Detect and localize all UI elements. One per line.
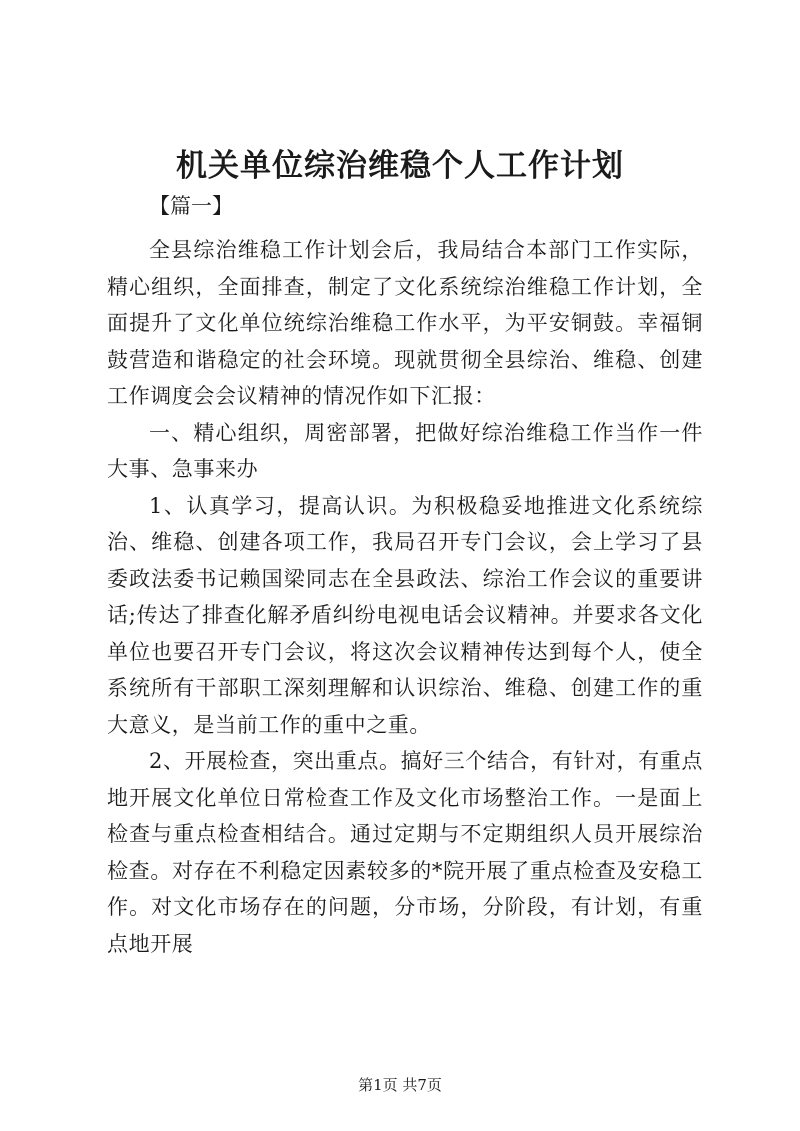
document-title: 机关单位综治维稳个人工作计划: [176, 148, 624, 184]
paragraph: 一、精心组织，周密部署，把做好综治维稳工作当作一件大事、急事来办: [107, 420, 703, 481]
page-footer: 第1页 共7页: [358, 1076, 442, 1094]
section-label: 【篇一】: [149, 194, 233, 218]
paragraph: 1、认真学习，提高认识。为积极稳妥地推进文化系统综治、维稳、创建各项工作，我局召开专门会议，会上学习了县委政法委书记赖国梁同志在全县政法、综治工作会议的重要讲话;传达了排查化解矛盾纠纷电视电话会议精神。并要求各文化单位也要召开专门会议，将这次会议精神传达到每个人，使全系统所有干部职工深刻理解和认识综治、维稳、创建工作的重大意义，是当前工作的重中之重。: [107, 493, 703, 737]
paragraph: 全县综治维稳工作计划会后，我局结合本部门工作实际，精心组织，全面排查，制定了文化系统综治维稳工作计划，全面提升了文化单位统综治维稳工作水平，为平安铜鼓。幸福铜鼓营造和谐稳定的社会环境。现就贯彻全县综治、维稳、创建工作调度会会议精神的情况作如下汇报：: [107, 238, 703, 408]
document-body: [107, 232, 703, 962]
paragraph: 2、开展检查，突出重点。搞好三个结合，有针对，有重点地开展文化单位日常检查工作及文化市场整治工作。一是面上检查与重点检查相结合。通过定期与不定期组织人员开展综治检查。对存在不利稳定因素较多的*院开展了重点检查及安稳工作。对文化市场存在的问题，分市场，分阶段，有计划，有重点地开展: [107, 749, 703, 956]
